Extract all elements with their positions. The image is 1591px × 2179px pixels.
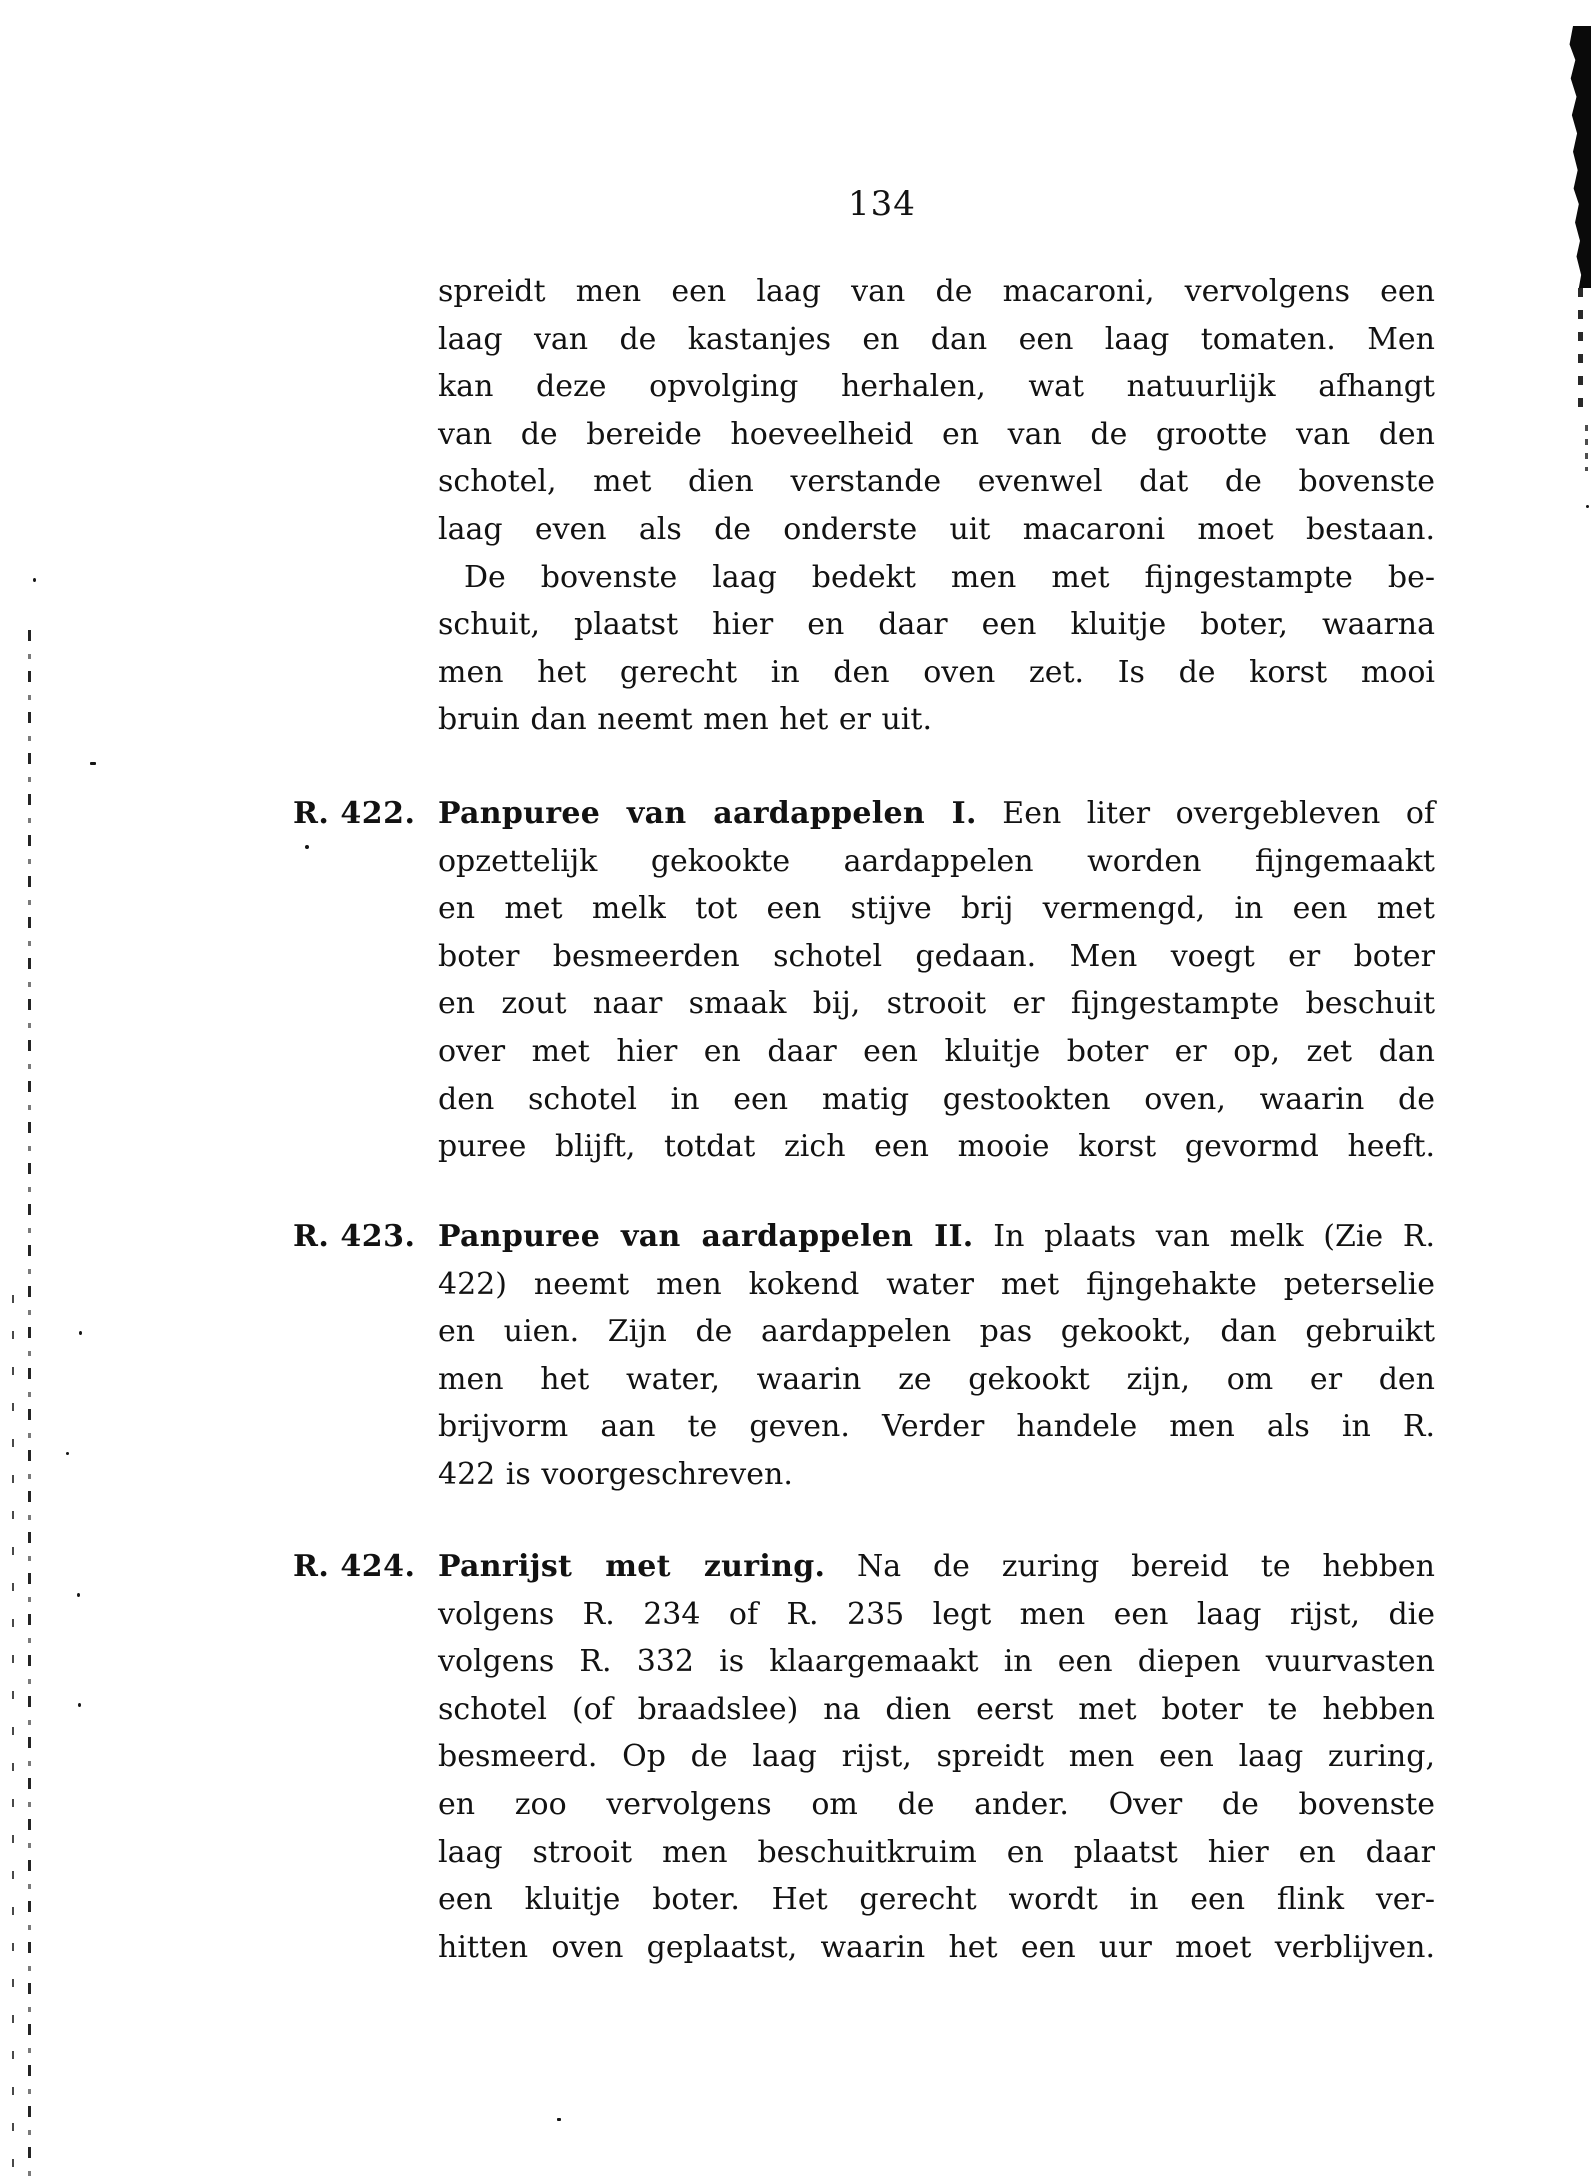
text-line: De bovenste laag bedekt men met fijngestampte be- bbox=[464, 559, 1435, 595]
recipe-label: R. 422. bbox=[293, 796, 416, 831]
text-line bbox=[438, 1213, 1435, 1261]
text-line: over met hier en daar een kluitje boter er op, zet dan bbox=[438, 1033, 1435, 1069]
scan-artifact-left-margin-line bbox=[28, 630, 31, 2179]
text-line: puree blijft, totdat zich een mooie korst gevormd heeft. bbox=[438, 1129, 1435, 1165]
text-line: en zoo vervolgens om de ander. Over de bovenste bbox=[438, 1786, 1435, 1822]
text-line: opzettelijk gekookte aardappelen worden fijngemaakt bbox=[438, 843, 1435, 879]
ink-speck bbox=[557, 2118, 561, 2121]
page-number: 134 bbox=[848, 184, 916, 224]
text-line: volgens R. 332 is klaargemaakt in een diepen vuurvasten bbox=[438, 1644, 1435, 1680]
text-line: een kluitje boter. Het gerecht wordt in een flink ver- bbox=[438, 1882, 1435, 1918]
text-line: laag strooit men beschuitkruim en plaatst hier en daar bbox=[438, 1834, 1435, 1870]
text-line: men het water, waarin ze gekookt zijn, om er den bbox=[438, 1361, 1435, 1397]
ink-speck bbox=[66, 1452, 69, 1455]
scan-artifact-left-margin-line bbox=[12, 1295, 14, 2179]
ink-speck bbox=[305, 845, 309, 849]
ink-speck bbox=[33, 578, 36, 582]
text-line: en uien. Zijn de aardappelen pas gekookt, dan gebruikt bbox=[438, 1314, 1435, 1350]
recipe-title: Panrijst met zuring. bbox=[438, 1549, 826, 1584]
recipe-title: Panpuree van aardappelen II. bbox=[438, 1219, 974, 1254]
text-line: men het gerecht in den oven zet. Is de korst mooi bbox=[438, 654, 1435, 690]
text-line: 422 is voorgeschreven. bbox=[438, 1456, 793, 1492]
scan-artifact-right-edge bbox=[1562, 26, 1591, 288]
recipe-title: Panpuree van aardappelen I. bbox=[438, 796, 977, 831]
scan-artifact-right-edge-tail bbox=[1578, 288, 1583, 418]
text-line: en met melk tot een stijve brij vermengd, in een met bbox=[438, 891, 1435, 927]
text-line: laag van de kastanjes en dan een laag tomaten. Men bbox=[438, 321, 1435, 357]
text-line: 422) neemt men kokend water met fijngehakte peterselie bbox=[438, 1266, 1435, 1302]
recipe-first-line-text: Een liter overgebleven of bbox=[1002, 796, 1435, 831]
text-line: volgens R. 234 of R. 235 legt men een laag rijst, die bbox=[438, 1596, 1435, 1632]
ink-speck bbox=[77, 1593, 80, 1597]
recipe-first-line-text: In plaats van melk (Zie R. bbox=[993, 1219, 1435, 1254]
text-line bbox=[438, 790, 1435, 838]
recipe-423 bbox=[293, 1213, 1435, 1499]
ink-speck bbox=[79, 1331, 82, 1335]
text-line: schuit, plaatst hier en daar een kluitje boter, waarna bbox=[438, 607, 1435, 643]
recipe-424 bbox=[293, 1543, 1435, 1971]
paragraph-continuation bbox=[438, 268, 1435, 744]
text-line: spreidt men een laag van de macaroni, vervolgens een bbox=[438, 274, 1435, 309]
text-line: boter besmeerden schotel gedaan. Men voegt er boter bbox=[438, 938, 1435, 974]
text-line: brijvorm aan te geven. Verder handele men als in R. bbox=[438, 1409, 1435, 1445]
recipe-label: R. 424. bbox=[293, 1549, 416, 1584]
text-line bbox=[438, 1543, 1435, 1591]
text-line: hitten oven geplaatst, waarin het een uur moet verblijven. bbox=[438, 1929, 1435, 1965]
ink-speck bbox=[1586, 505, 1589, 508]
recipe-422 bbox=[293, 790, 1435, 1171]
text-line: bruin dan neemt men het er uit. bbox=[438, 702, 932, 738]
ink-speck bbox=[90, 762, 96, 765]
text-line: besmeerd. Op de laag rijst, spreidt men een laag zuring, bbox=[438, 1739, 1435, 1775]
recipe-label: R. 423. bbox=[293, 1219, 416, 1254]
scan-artifact-right-edge-tail bbox=[1585, 425, 1588, 471]
recipe-first-line-text: Na de zuring bereid te hebben bbox=[857, 1549, 1435, 1584]
text-line: schotel (of braadslee) na dien eerst met boter te hebben bbox=[438, 1691, 1435, 1727]
text-column bbox=[293, 0, 1435, 2179]
text-line: den schotel in een matig gestookten oven, waarin de bbox=[438, 1081, 1435, 1117]
text-line: laag even als de onderste uit macaroni moet bestaan. bbox=[438, 511, 1435, 547]
text-line: en zout naar smaak bij, strooit er fijngestampte beschuit bbox=[438, 986, 1435, 1022]
ink-speck bbox=[78, 1703, 81, 1707]
text-line: schotel, met dien verstande evenwel dat de bovenste bbox=[438, 464, 1435, 500]
text-line: kan deze opvolging herhalen, wat natuurlijk afhangt bbox=[438, 369, 1435, 405]
text-line: van de bereide hoeveelheid en van de grootte van den bbox=[438, 416, 1435, 452]
